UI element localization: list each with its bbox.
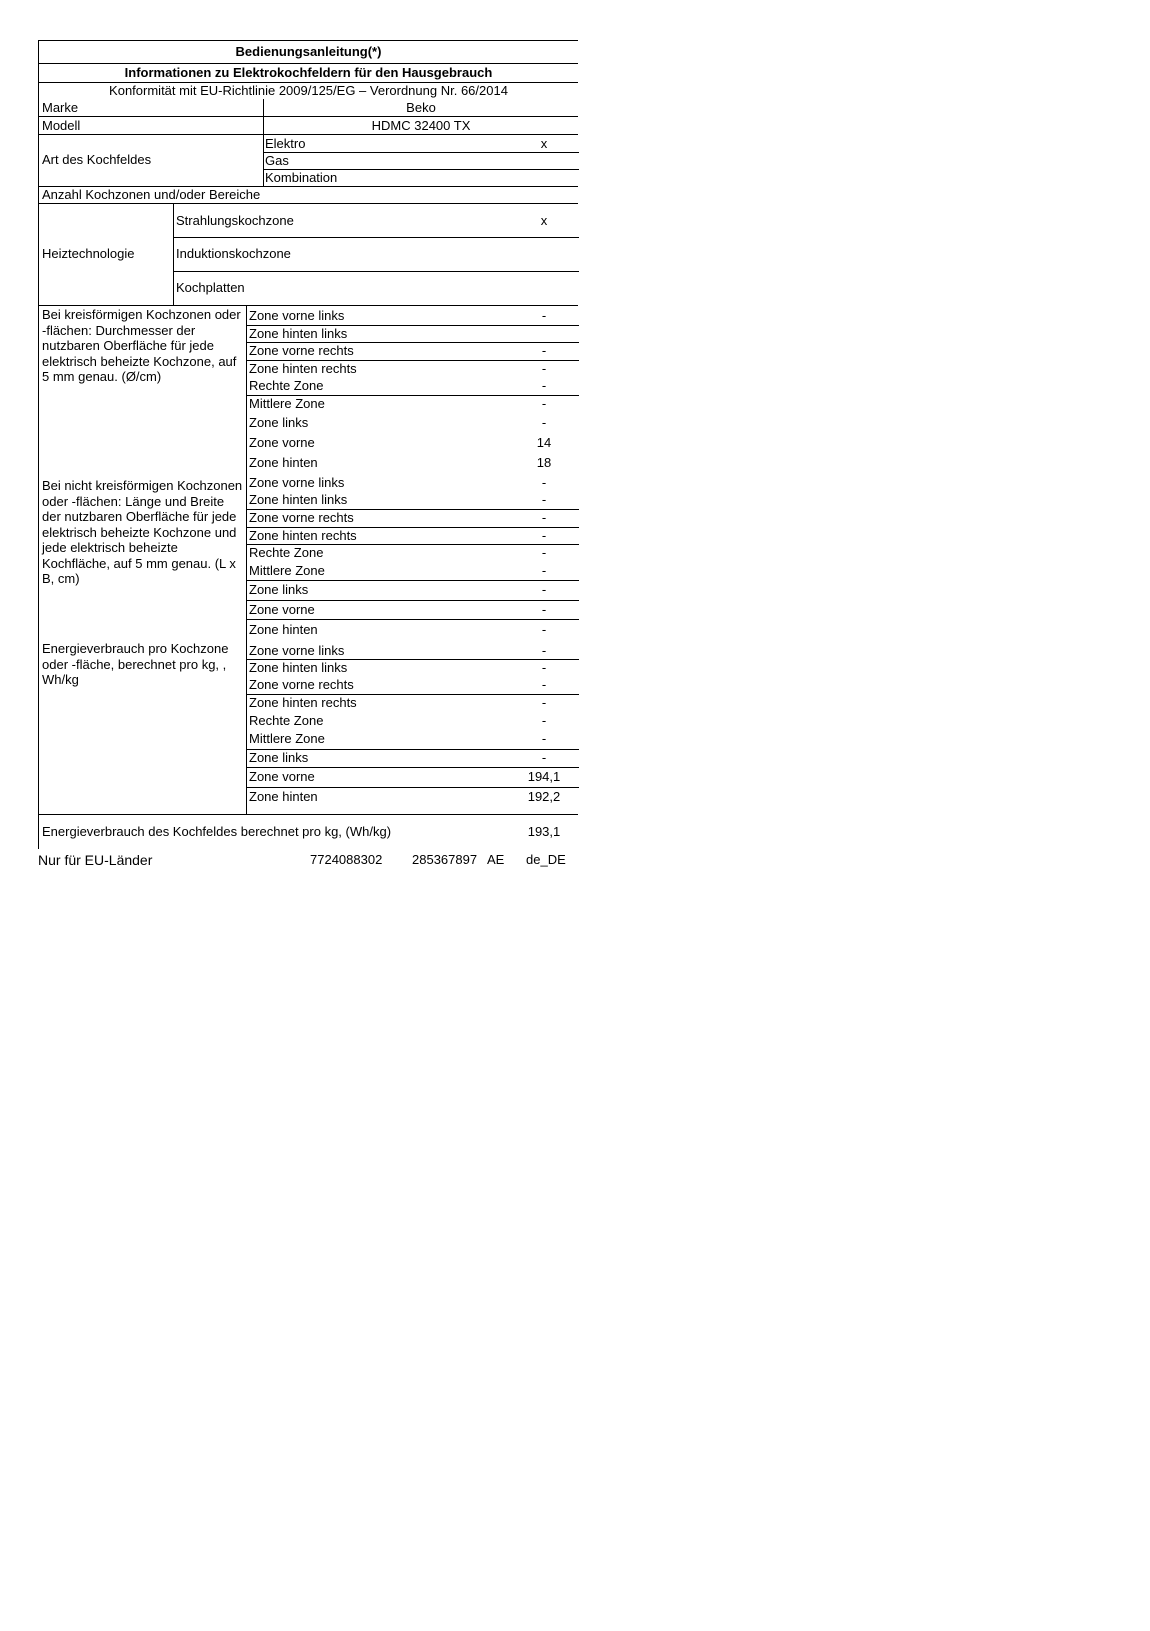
zone-name: Zone hinten links bbox=[249, 326, 348, 341]
energy-total-row bbox=[38, 815, 578, 849]
conformity-text: Konformität mit EU-Richtlinie 2009/125/EG – Verordnung Nr. 66/2014 bbox=[109, 83, 508, 98]
zone-value: - bbox=[541, 622, 547, 637]
hob-type-label: Art des Kochfeldes bbox=[42, 152, 152, 167]
zone-value: - bbox=[541, 378, 547, 393]
brand-value: Beko bbox=[406, 100, 436, 115]
zone-value: - bbox=[541, 750, 547, 765]
zones-count-row bbox=[38, 186, 578, 203]
zone-value: - bbox=[541, 308, 547, 323]
zone-name: Zone links bbox=[249, 582, 309, 597]
footer-region: Nur für EU-Länder bbox=[38, 852, 153, 868]
model-label: Modell bbox=[42, 118, 81, 133]
zone-name: Zone hinten links bbox=[249, 492, 348, 507]
zone-value: 18 bbox=[536, 455, 552, 470]
brand-row bbox=[38, 99, 578, 116]
zone-value: - bbox=[541, 415, 547, 430]
hob-type-row bbox=[38, 134, 578, 186]
energy-total-label: Energieverbrauch des Kochfeldes berechnet pro kg, (Wh/kg) bbox=[42, 824, 392, 839]
hob-type-mark: x bbox=[540, 136, 548, 151]
zone-name: Zone links bbox=[249, 415, 309, 430]
zone-name: Mittlere Zone bbox=[249, 396, 325, 411]
zone-name: Zone vorne bbox=[249, 435, 315, 450]
zone-name: Zone vorne links bbox=[249, 643, 345, 658]
footer-code2: 285367897 bbox=[412, 852, 478, 867]
zone-name: Zone hinten bbox=[249, 455, 318, 470]
zone-name: Mittlere Zone bbox=[249, 731, 325, 746]
zone-name: Zone hinten bbox=[249, 789, 318, 804]
zone-value: - bbox=[541, 343, 547, 358]
zone-name: Rechte Zone bbox=[249, 378, 324, 393]
sheet-subtitle-row bbox=[38, 63, 578, 82]
zone-name: Zone vorne links bbox=[249, 308, 345, 323]
footer-code3: AE bbox=[487, 852, 505, 867]
model-value: HDMC 32400 TX bbox=[371, 118, 471, 133]
zone-value: - bbox=[541, 695, 547, 710]
zone-value: - bbox=[541, 660, 547, 675]
zone-value: - bbox=[541, 677, 547, 692]
zone-name: Zone vorne rechts bbox=[249, 343, 354, 358]
zone-value: 192,2 bbox=[527, 789, 561, 804]
zone-value: - bbox=[541, 528, 547, 543]
zone-value: - bbox=[541, 510, 547, 525]
zone-name: Rechte Zone bbox=[249, 545, 324, 560]
brand-label: Marke bbox=[42, 100, 79, 115]
zone-name: Zone links bbox=[249, 750, 309, 765]
energy-zone-label: Energieverbrauch pro Kochzone oder -fläche, berechnet pro kg, , Wh/kg bbox=[42, 641, 229, 687]
noncircular-label: Bei nicht kreisförmigen Kochzonen oder -flächen: Länge und Breite der nutzbaren Oberfläche für jede elektrisch beheizte Kochzone und jede elektrisch beheizte Kochfläche, auf 5 mm genau. (L x B, cm) bbox=[42, 478, 243, 586]
heat-tech-option: Induktionskochzone bbox=[176, 246, 291, 261]
zone-name: Zone vorne rechts bbox=[249, 510, 354, 525]
heat-tech-row bbox=[38, 203, 578, 305]
zone-value: - bbox=[541, 361, 547, 376]
circular-label: Bei kreisförmigen Kochzonen oder -flächen: Durchmesser der nutzbaren Oberfläche für jede elektrisch beheizte Kochzone, auf 5 mm genau. (Ø/cm) bbox=[42, 307, 241, 384]
zone-name: Zone vorne rechts bbox=[249, 677, 354, 692]
heat-tech-mark: x bbox=[540, 213, 548, 228]
zone-value: - bbox=[541, 492, 547, 507]
zone-value: - bbox=[541, 475, 547, 490]
zone-value: 14 bbox=[536, 435, 552, 450]
zone-name: Rechte Zone bbox=[249, 713, 324, 728]
zone-value: - bbox=[541, 602, 547, 617]
zone-value: - bbox=[541, 731, 547, 746]
hob-type-option: Gas bbox=[265, 153, 289, 168]
zone-value: - bbox=[541, 643, 547, 658]
zone-name: Zone hinten bbox=[249, 622, 318, 637]
sheet-subtitle: Informationen zu Elektrokochfeldern für den Hausgebrauch bbox=[124, 65, 493, 80]
zones-block bbox=[38, 305, 578, 815]
heat-tech-option: Kochplatten bbox=[176, 280, 245, 295]
footer-code1: 7724088302 bbox=[310, 852, 383, 867]
zone-value: - bbox=[541, 545, 547, 560]
sheet-title: Bedienungsanleitung(*) bbox=[235, 44, 382, 59]
zone-name: Zone vorne links bbox=[249, 475, 345, 490]
zone-name: Mittlere Zone bbox=[249, 563, 325, 578]
conformity-row bbox=[38, 82, 578, 99]
zone-name: Zone hinten rechts bbox=[249, 695, 357, 710]
zones-count-label: Anzahl Kochzonen und/oder Bereiche bbox=[42, 187, 261, 202]
heat-tech-option: Strahlungskochzone bbox=[176, 213, 294, 228]
zone-name: Zone vorne bbox=[249, 769, 315, 784]
spec-sheet bbox=[38, 40, 578, 849]
zone-value: 194,1 bbox=[527, 769, 561, 784]
zone-value: - bbox=[541, 563, 547, 578]
model-row bbox=[38, 116, 578, 134]
zone-name: Zone hinten rechts bbox=[249, 528, 357, 543]
zone-name: Zone vorne bbox=[249, 602, 315, 617]
hob-type-option: Kombination bbox=[265, 170, 338, 185]
hob-type-option: Elektro bbox=[265, 136, 306, 151]
energy-total-value: 193,1 bbox=[527, 824, 561, 839]
zone-name: Zone hinten rechts bbox=[249, 361, 357, 376]
zone-name: Zone hinten links bbox=[249, 660, 348, 675]
zone-value: - bbox=[541, 713, 547, 728]
footer-locale: de_DE bbox=[526, 852, 566, 867]
zone-value: - bbox=[541, 396, 547, 411]
zone-value: - bbox=[541, 582, 547, 597]
sheet-title-row bbox=[38, 40, 578, 63]
heat-tech-label: Heiztechnologie bbox=[42, 246, 135, 261]
